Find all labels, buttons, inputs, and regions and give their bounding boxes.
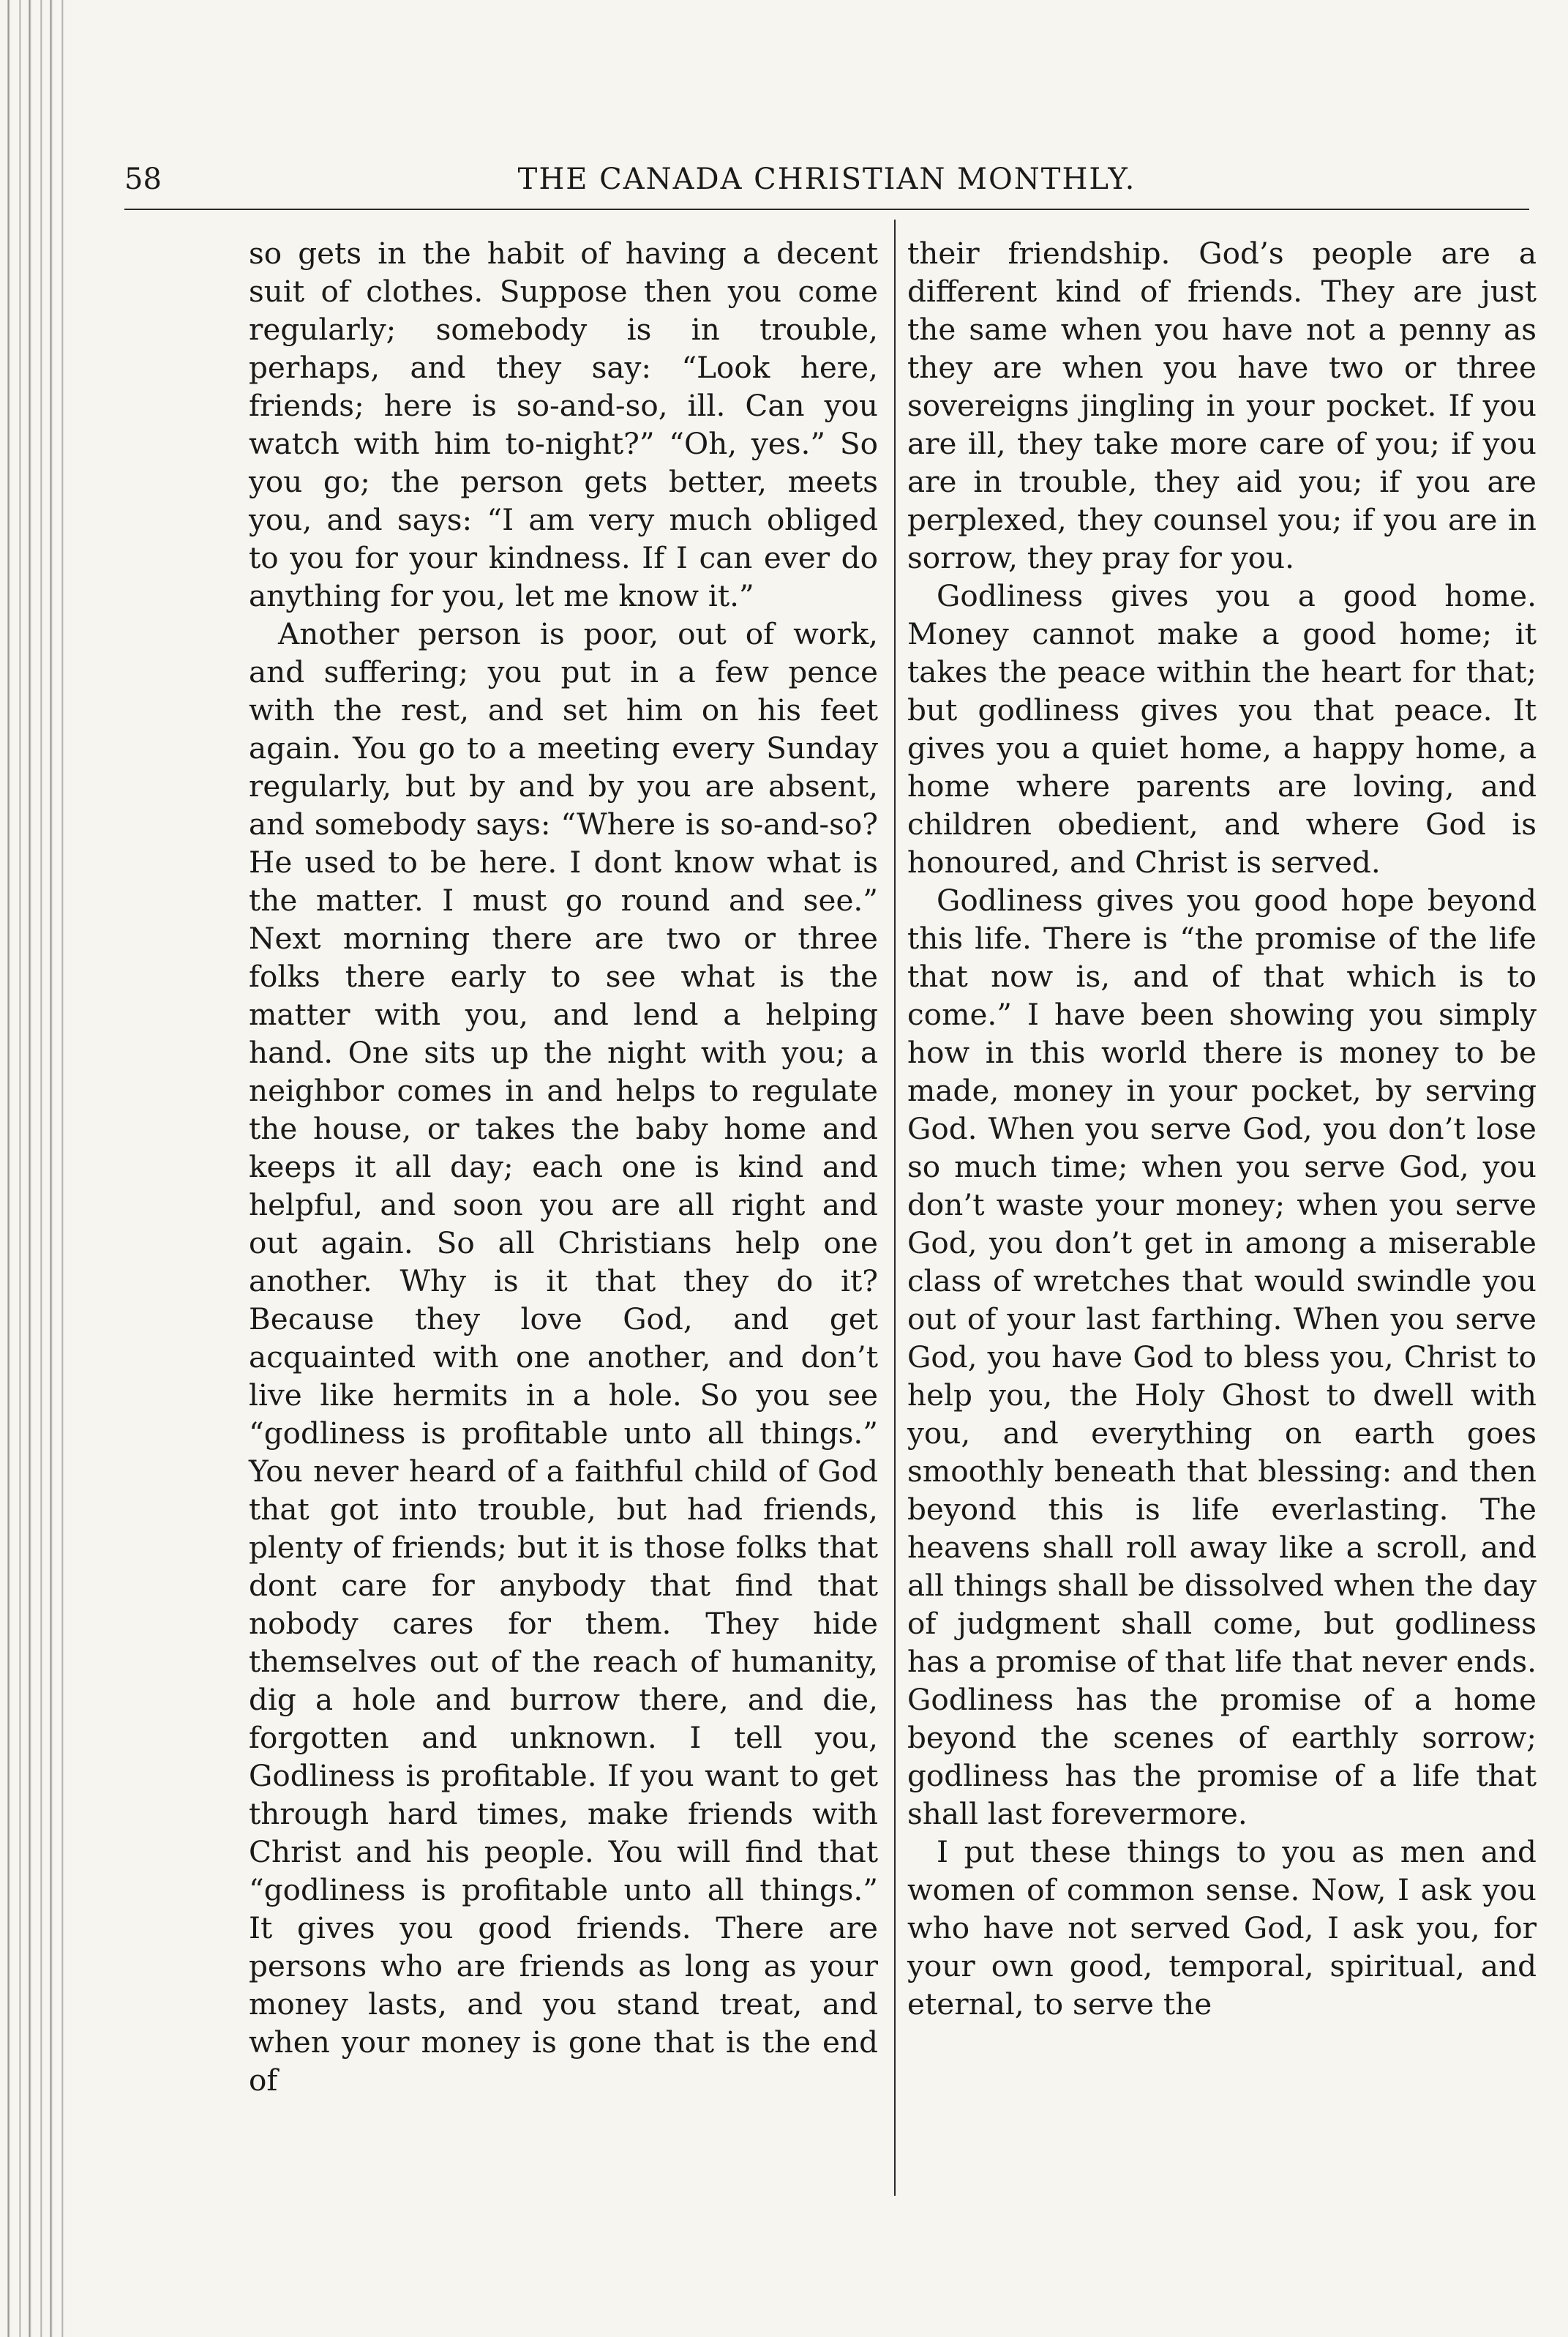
paragraph: Godliness gives you good hope beyond this life. There is “the promise of the life that now is, and of that which is to come.” I have been showing you simply how in this world there is money to be made, money in your pocket, by serving God. When you serve God, you don’t lose so much time; when you serve God, you don’t waste your money; when you serve God, you don’t get in among a miserable class of wretches that would swindle you out of your last farthing. When you serve God, you have God to bless you, Christ to help you, the Holy Ghost to dwell with you, and everything on earth goes smoothly beneath that blessing: and then beyond this is life everlasting. The heavens shall roll away like a scroll, and all things shall be dissolved when the day of judgment shall come, but godliness has a promise of that life that never ends. Godliness has the promise of a home beyond the scenes of earthly sorrow; godliness has the promise of a life that shall last forevermore. (907, 883, 1537, 1831)
header-rule (124, 209, 1529, 210)
paragraph: their friendship. God’s people are a different kind of friends. They are just the same when you have not a penny as they are when you have two or three sovereigns jingling in your pocket. If you are ill, they take more care of you; if you are in trouble, they aid you; if you are perplexed, they counsel you; if you are in sorrow, they pray for you. (907, 236, 1537, 575)
page-binding-edge (0, 0, 70, 2337)
page-header (124, 162, 1529, 206)
paragraph: I put these things to you as men and women of common sense. Now, I ask you who have not served God, I ask you, for your own good, temporal, spiritual, and eternal, to serve the (907, 1834, 1537, 2022)
column-divider (894, 220, 896, 2196)
running-title: THE CANADA CHRISTIAN MONTHLY. (517, 162, 1136, 196)
paragraph: Godliness gives you a good home. Money cannot make a good home; it takes the peace within the heart for that; but godliness gives you that peace. It gives you a quiet home, a happy home, a home where parents are loving, and children obedient, and where God is honoured, and Christ is served. (907, 578, 1537, 880)
left-column (249, 234, 878, 2099)
page-number: 58 (124, 162, 162, 196)
paragraph: Another person is poor, out of work, and suffering; you put in a few pence with the rest, and set him on his feet again. You go to a meeting every Sunday regularly, but by and by you are absent, and somebody says: “Where is so-and-so? He used to be here. I dont know what is the matter. I must go round and see.” Next morning there are two or three folks there early to see what is the matter with you, and lend a helping hand. One sits up the night with you; a neighbor comes in and helps to regulate the house, or takes the baby home and keeps it all day; each one is kind and helpful, and soon you are all right and out again. So all Christians help one another. Why is it that they do it? Because they love God, and get acquainted with one another, and don’t live like hermits in a hole. So you see “godliness is profitable unto all things.” You never heard of a faithful child of God that got into trouble, but had friends, plenty of friends; but it is those folks that dont care for anybody that find that nobody cares for them. They hide themselves out of the reach of humanity, dig a hole and burrow there, and die, forgotten and unknown. I tell you, Godliness is profitable. If you want to get through hard times, make friends with Christ and his people. You will find that “godliness is profitable unto all things.” It gives you good friends. There are persons who are friends as long as your money lasts, and you stand treat, and when your money is gone that is the end of (249, 616, 878, 2098)
right-column (907, 234, 1537, 2023)
paragraph: so gets in the habit of having a decent suit of clothes. Suppose then you come regularly; somebody is in trouble, perhaps, and they say: “Look here, friends; here is so-and-so, ill. Can you watch with him to-night?” “Oh, yes.” So you go; the person gets better, meets you, and says: “I am very much obliged to you for your kindness. If I can ever do anything for you, let me know it.” (249, 236, 878, 613)
